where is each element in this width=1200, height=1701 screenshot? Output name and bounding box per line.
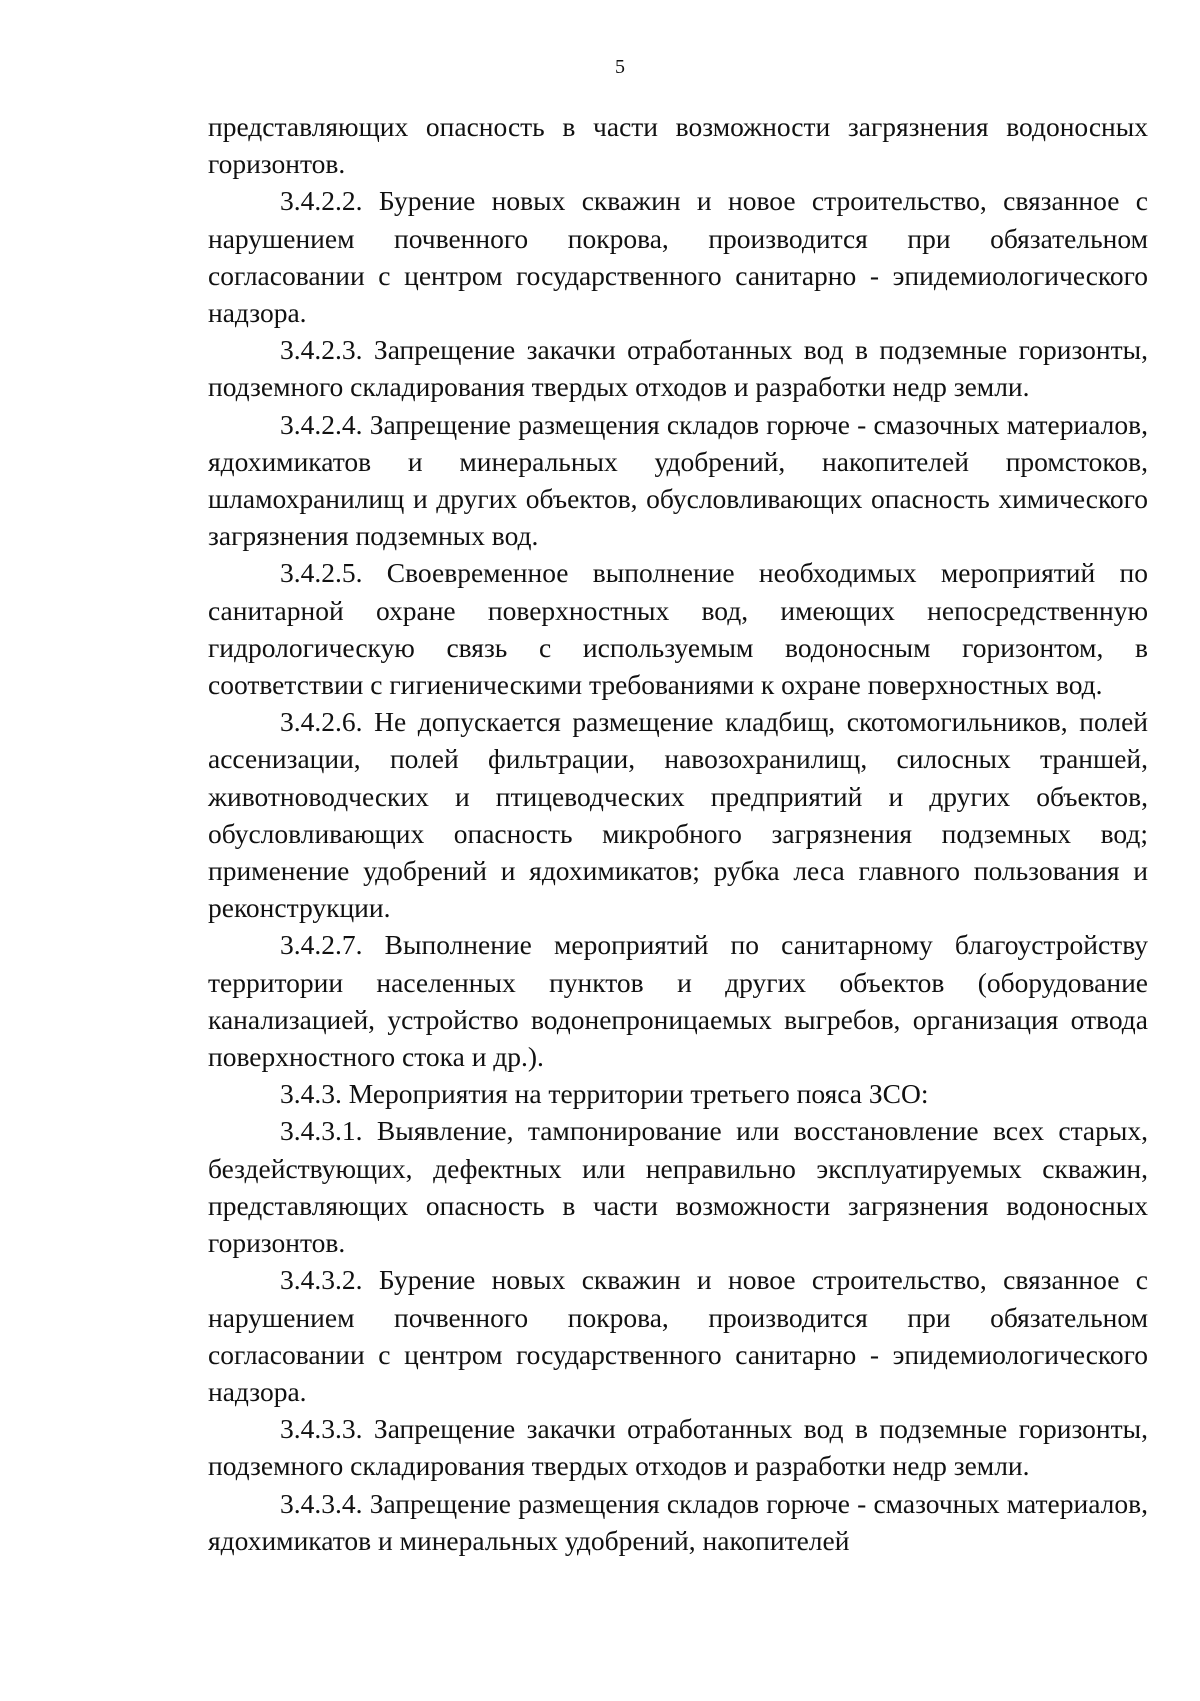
paragraph-continuation: представляющих опасность в части возможности загрязнения водоносных горизонтов.	[208, 111, 1148, 180]
page-number: 5	[615, 56, 625, 78]
paragraph-3-4-2-7: 3.4.2.7. Выполнение мероприятий по санитарному благоустройству территории населенных пунктов и других объектов (оборудование канализацией, устройство водонепроницаемых выгребов, организация отвода поверхностного стока и др.).	[208, 929, 1148, 1073]
paragraph-3-4-3-4: 3.4.3.4. Запрещение размещения складов горюче - смазочных материалов, ядохимикатов и минеральных удобрений, накопителей	[208, 1487, 1148, 1556]
document-body	[208, 108, 1148, 1559]
paragraph-3-4-2-6: 3.4.2.6. Не допускается размещение кладбищ, скотомогильников, полей ассенизации, полей фильтрации, навозохранилищ, силосных траншей, животноводческих и птицеводческих предприятий и других объектов, обусловливающих опасность микробного загрязнения подземных вод; применение удобрений и ядохимикатов; рубка леса главного пользования и реконструкции.	[208, 706, 1148, 924]
paragraph-3-4-3-2: 3.4.3.2. Бурение новых скважин и новое строительство, связанное с нарушением почвенного покрова, производится при обязательном согласовании с центром государственного санитарно - эпидемиологического надзора.	[208, 1264, 1148, 1407]
paragraph-3-4-2-2: 3.4.2.2. Бурение новых скважин и новое строительство, связанное с нарушением почвенного покрова, производится при обязательном согласовании с центром государственного санитарно - эпидемиологического надзора.	[208, 185, 1148, 329]
paragraph-3-4-2-3: 3.4.2.3. Запрещение закачки отработанных вод в подземные горизонты, подземного складирования твердых отходов и разработки недр земли.	[208, 334, 1148, 403]
paragraph-3-4-3-3: 3.4.3.3. Запрещение закачки отработанных вод в подземные горизонты, подземного складирования твердых отходов и разработки недр земли.	[208, 1413, 1148, 1482]
paragraph-3-4-2-5: 3.4.2.5. Своевременное выполнение необходимых мероприятий по санитарной охране поверхностных вод, имеющих непосредственную гидрологическую связь с используемым водоносным горизонтом, в соответствии с гигиеническими требованиями к охране поверхностных вод.	[208, 557, 1148, 701]
paragraph-3-4-3-1: 3.4.3.1. Выявление, тампонирование или восстановление всех старых, бездействующих, дефектных или неправильно эксплуатируемых скважин, представляющих опасность в части возможности загрязнения водоносных горизонтов.	[208, 1115, 1148, 1259]
paragraph-3-4-2-4: 3.4.2.4. Запрещение размещения складов горюче - смазочных материалов, ядохимикатов и минеральных удобрений, накопителей промстоков, шламохранилищ и других объектов, обусловливающих опасность химического загрязнения подземных вод.	[208, 408, 1148, 552]
paragraph-3-4-3: 3.4.3. Мероприятия на территории третьего пояса ЗСО:	[280, 1078, 929, 1110]
